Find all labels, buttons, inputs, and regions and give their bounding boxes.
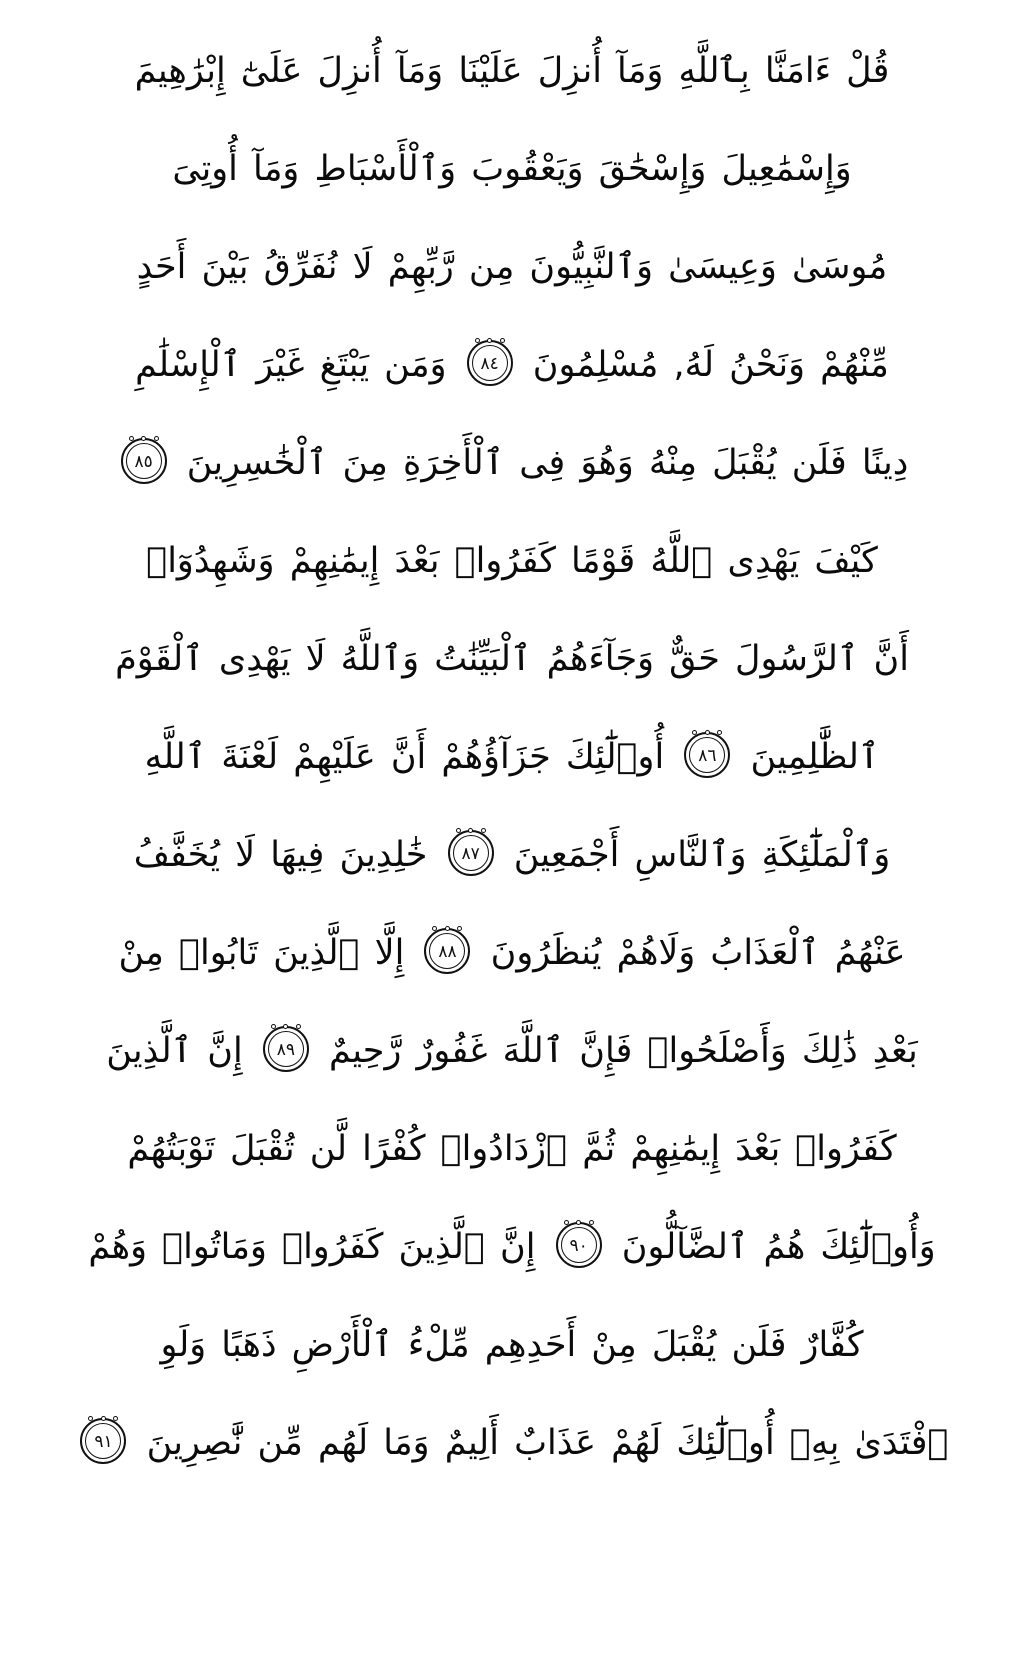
ayah-number-marker [467, 340, 513, 386]
quran-line-text-after: وَمَن يَبْتَغِ غَيْرَ ٱلْإِسْلَٰمِ [135, 345, 447, 385]
quran-line-text: دِينًا فَلَن يُقْبَلَ مِنْهُ وَهُوَ فِى ٱلْأَخِرَةِ مِنَ ٱلْخَٰسِرِينَ [186, 443, 909, 483]
quran-line-text: وَأُو۟لَٰٓئِكَ هُمُ ٱلضَّآلُّونَ [621, 1227, 936, 1267]
quran-line-text: ٱلظَّٰلِمِينَ [750, 737, 880, 777]
quran-line [46, 316, 978, 414]
ayah-number: ٨٩ [276, 1039, 295, 1060]
ayah-number: ٨٨ [438, 941, 457, 962]
quran-line-text: وَإِسْمَٰعِيلَ وَإِسْحَٰقَ وَيَعْقُوبَ وَٱلْأَسْبَاطِ وَمَآ أُوتِىَ [172, 149, 852, 189]
ayah-number: ٩١ [94, 1431, 113, 1452]
quran-line-text: ٱفْتَدَىٰ بِهِۗ أُو۟لَٰٓئِكَ لَهُمْ عَذَابٌ أَلِيمٌ وَمَا لَهُم مِّن نَّٰصِرِينَ [146, 1423, 949, 1463]
quran-line-text: مِّنْهُمْ وَنَحْنُ لَهُ, مُسْلِمُونَ [532, 345, 889, 385]
quran-line [46, 610, 978, 708]
quran-line-text: عَنْهُمُ ٱلْعَذَابُ وَلَاهُمْ يُنظَرُونَ [490, 933, 906, 973]
quran-line [46, 1394, 978, 1492]
ayah-number-marker [684, 732, 730, 778]
quran-line [46, 218, 978, 316]
quran-line-text: كُفَّارٌ فَلَن يُقْبَلَ مِنْ أَحَدِهِم مِّلْءُ ٱلْأَرْضِ ذَهَبًا وَلَوِ [160, 1325, 864, 1365]
quran-line-text: وَٱلْمَلَٰٓئِكَةِ وَٱلنَّاسِ أَجْمَعِينَ [513, 835, 891, 875]
ayah-number: ٨٧ [461, 843, 480, 864]
quran-line [46, 22, 978, 120]
quran-line-text: مُوسَىٰ وَعِيسَىٰ وَٱلنَّبِيُّونَ مِن رَّبِّهِمْ لَا نُفَرِّقُ بَيْنَ أَحَدٍ [136, 247, 888, 287]
ayah-number-marker [424, 928, 470, 974]
quran-line-text: قُلْ ءَامَنَّا بِٱللَّهِ وَمَآ أُنزِلَ عَلَيْنَا وَمَآ أُنزِلَ عَلَىٰٓ إِبْرَٰهِيمَ [134, 51, 890, 91]
quran-line [46, 904, 978, 1002]
ayah-number: ٩٠ [569, 1235, 588, 1256]
quran-line [46, 1002, 978, 1100]
ayah-number: ٨٤ [480, 353, 499, 374]
quran-line-text-after: خَٰلِدِينَ فِيهَا لَا يُخَفَّفُ [133, 835, 428, 875]
quran-line [46, 414, 978, 512]
quran-line [46, 1198, 978, 1296]
quran-text-block [46, 22, 978, 1492]
ayah-number-marker [80, 1418, 126, 1464]
quran-line-text-after: إِنَّ ٱلَّذِينَ [106, 1031, 243, 1071]
quran-line-text: أَنَّ ٱلرَّسُولَ حَقٌّ وَجَآءَهُمُ ٱلْبَيِّنَٰتُ وَٱللَّهُ لَا يَهْدِى ٱلْقَوْمَ [115, 639, 909, 679]
quran-line-text: كَيْفَ يَهْدِى ٱللَّهُ قَوْمًا كَفَرُوا۟ بَعْدَ إِيمَٰنِهِمْ وَشَهِدُوٓا۟ [146, 541, 878, 581]
quran-line [46, 120, 978, 218]
quran-line [46, 1100, 978, 1198]
quran-line-text: كَفَرُوا۟ بَعْدَ إِيمَٰنِهِمْ ثُمَّ ٱزْدَادُوا۟ كُفْرًا لَّن تُقْبَلَ تَوْبَتُهُمْ [127, 1129, 897, 1169]
ayah-number-marker [263, 1026, 309, 1072]
ayah-number-marker [121, 438, 167, 484]
ayah-number-marker [448, 830, 494, 876]
quran-line-text-after: إِلَّا ٱلَّذِينَ تَابُوا۟ مِنْ [118, 933, 405, 973]
quran-line [46, 512, 978, 610]
quran-line [46, 708, 978, 806]
quran-line [46, 1296, 978, 1394]
quran-line [46, 806, 978, 904]
quran-line-text-after: إِنَّ ٱلَّذِينَ كَفَرُوا۟ وَمَاتُوا۟ وَهُمْ [88, 1227, 536, 1267]
quran-line-text: بَعْدِ ذَٰلِكَ وَأَصْلَحُوا۟ فَإِنَّ ٱللَّهَ غَفُورٌ رَّحِيمٌ [328, 1031, 918, 1071]
ayah-number: ٨٦ [698, 745, 717, 766]
ayah-number: ٨٥ [134, 451, 153, 472]
ayah-number-marker [556, 1222, 602, 1268]
quran-line-text-after: أُو۟لَٰٓئِكَ جَزَآؤُهُمْ أَنَّ عَلَيْهِمْ لَعْنَةَ ٱللَّهِ [144, 737, 665, 777]
